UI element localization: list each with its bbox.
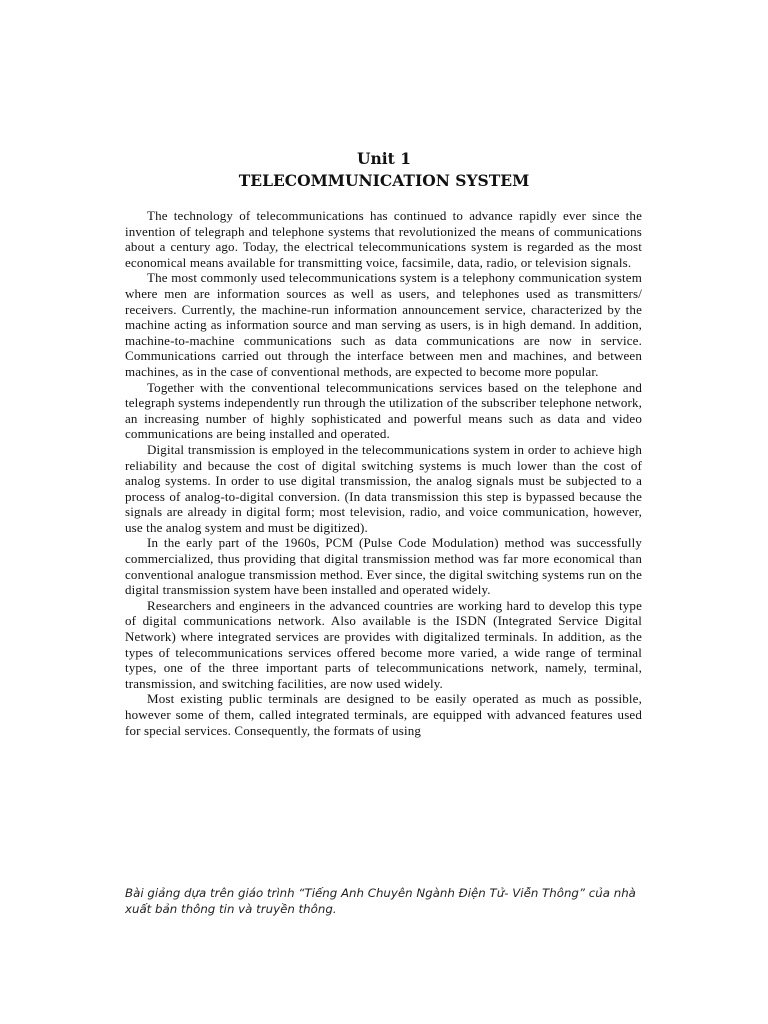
paragraph-4: Digital transmission is employed in the telecommunications system in order to achieve high reliability and because the cost of digital switching systems is much lower than the cost of analog systems. In order to use digital transmission, the analog signals must be subjected to a process of analog-to-digital conversion. (In data transmission this step is bypassed because the signals are already in digital form; most television, radio, and voice communication, however, use the analog system and must be digitized). bbox=[125, 441, 642, 535]
paragraph-7: Most existing public terminals are designed to be easily operated as much as possible, however some of them, called integrated terminals, are equipped with advanced features used for special services. Consequently, the formats of using bbox=[125, 691, 642, 738]
paragraph-5: In the early part of the 1960s, PCM (Pulse Code Modulation) method was successfully commercialized, thus providing that digital transmission method was far more economical than conventional analogue transmission method. Ever since, the digital switching systems run on the digital transmission system have been installed and operated widely. bbox=[125, 535, 642, 598]
body-text bbox=[125, 208, 642, 738]
unit-label: Unit 1 bbox=[356, 149, 411, 168]
paragraph-2: The most commonly used telecommunications system is a telephony communication system where men are information sources as well as users, and telephones used as transmitters/ receivers. Currently, the machine-run information announcement service, characterized by the machine acting as information source and man serving as users, is in high demand. In addition, machine-to-machine communications such as data communications are now in service. Communications carried out through the interface between men and machines, and between machines, as in the case of conventional methods, are expected to become more popular. bbox=[125, 270, 642, 379]
paragraph-1: The technology of telecommunications has continued to advance rapidly ever since the invention of telegraph and telephone systems that revolutionized the means of communications about a century ago. Today, the electrical telecommunications system is regarded as the most economical means available for transmitting voice, facsimile, data, radio, or television signals. bbox=[125, 208, 642, 270]
paragraph-3: Together with the conventional telecommunications services based on the telephone and telegraph systems independently run through the utilization of the subscriber telephone network, an increasing number of highly sophisticated and powerful means such as data and video communications are being installed and operated. bbox=[125, 379, 642, 442]
unit-title: TELECOMMUNICATION SYSTEM bbox=[238, 171, 530, 190]
footer-note: Bài giảng dựa trên giáo trình “Tiếng Anh Chuyên Ngành Điện Tử- Viễn Thông” của nhà xuất bản thông tin và truyền thông. bbox=[125, 886, 636, 916]
paragraph-6: Researchers and engineers in the advanced countries are working hard to develop this type of digital communications network. Also available is the ISDN (Integrated Service Digital Network) where integrated services are provides with digitalized terminals. In addition, as the types of telecommunications services offered become more varied, a wide range of terminal types, one of the three important parts of telecommunications network, namely, terminal, transmission, and switching facilities, are now used widely. bbox=[125, 597, 642, 691]
